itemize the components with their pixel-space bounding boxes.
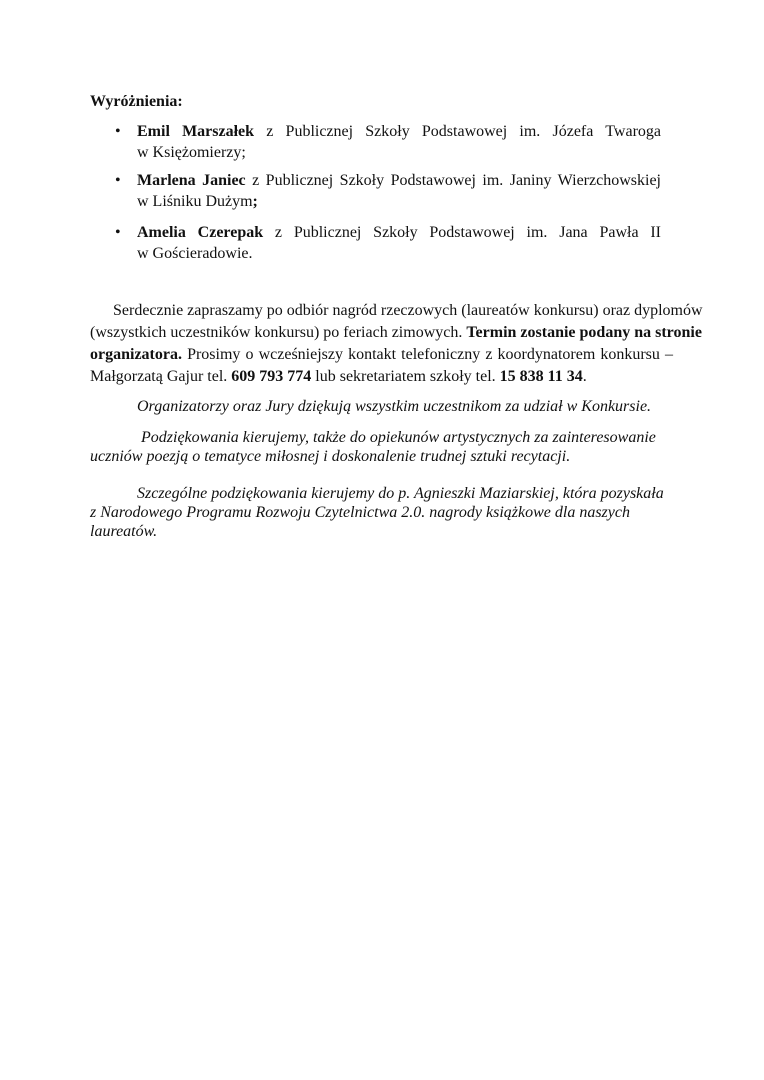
text: (wszystkich uczestników konkursu) po feriach zimowych.	[90, 324, 467, 341]
award-name: Emil Marszałek	[137, 123, 255, 140]
award-item	[115, 170, 661, 212]
phone-number: 15 838 11 34	[499, 368, 583, 385]
thanks-line: Organizatorzy oraz Jury dziękują wszystkim uczestnikom za udział w Konkursie.	[137, 398, 652, 415]
award-item	[115, 222, 661, 264]
award-item	[115, 121, 661, 163]
award-school: z Publicznej Szkoły Podstawowej im. Józefa Twaroga	[254, 123, 661, 140]
award-line-2: w Gościeradowie.	[137, 245, 253, 262]
section-heading	[90, 91, 764, 112]
phone-number: 609 793 774	[231, 368, 312, 385]
award-school: z Publicznej Szkoły Podstawowej im. Jana Pawła II	[263, 224, 661, 241]
award-line-2	[137, 191, 661, 212]
thanks-special	[90, 484, 764, 541]
bullet-icon: •	[115, 172, 121, 189]
award-town: w Liśniku Dużym	[137, 193, 253, 210]
award-name: Marlena Janiec	[137, 172, 246, 189]
thanks-participants	[90, 397, 764, 416]
text: .	[582, 368, 587, 385]
thanks-line: laureatów.	[90, 523, 158, 540]
award-line-1	[137, 121, 661, 142]
award-line-1	[137, 170, 661, 191]
text: lub sekretariatem szkoły tel.	[311, 368, 500, 385]
bold-text: organizatora.	[90, 346, 182, 363]
invitation-paragraph	[90, 300, 703, 388]
invitation-line	[90, 322, 702, 344]
thanks-line: Szczególne podziękowania kierujemy do p. Agnieszki Maziarskiej, która pozyskała	[137, 485, 664, 502]
text: Prosimy o wcześniejszy kontakt telefoniczny z koordynatorem konkursu –	[181, 346, 673, 363]
invitation-line: Serdecznie zapraszamy po odbiór nagród rzeczowych (laureatów konkursu) oraz dyplomów	[113, 302, 703, 319]
invitation-line	[90, 366, 673, 388]
award-line-2: w Księżomierzy;	[137, 144, 246, 161]
invitation-line	[90, 344, 673, 366]
bold-text: Termin zostanie podany na stronie	[466, 324, 702, 341]
heading-text: Wyróżnienia:	[90, 93, 183, 110]
bullet-icon: •	[115, 123, 121, 140]
award-school: z Publicznej Szkoły Podstawowej im. Janiny Wierzchowskiej	[245, 172, 661, 189]
thanks-line: uczniów poezją o tematyce miłosnej i doskonalenie trudnej sztuki recytacji.	[90, 448, 571, 465]
bullet-icon: •	[115, 224, 121, 241]
text: Małgorzatą Gajur tel.	[90, 368, 232, 385]
award-name: Amelia Czerepak	[137, 224, 264, 241]
award-line-1	[137, 222, 661, 243]
award-punct: ;	[252, 193, 258, 210]
thanks-line: z Narodowego Programu Rozwoju Czytelnictwa 2.0. nagrody książkowe dla naszych	[90, 504, 630, 521]
thanks-line: Podziękowania kierujemy, także do opiekunów artystycznych za zainteresowanie	[141, 429, 656, 446]
thanks-tutors	[90, 428, 764, 466]
